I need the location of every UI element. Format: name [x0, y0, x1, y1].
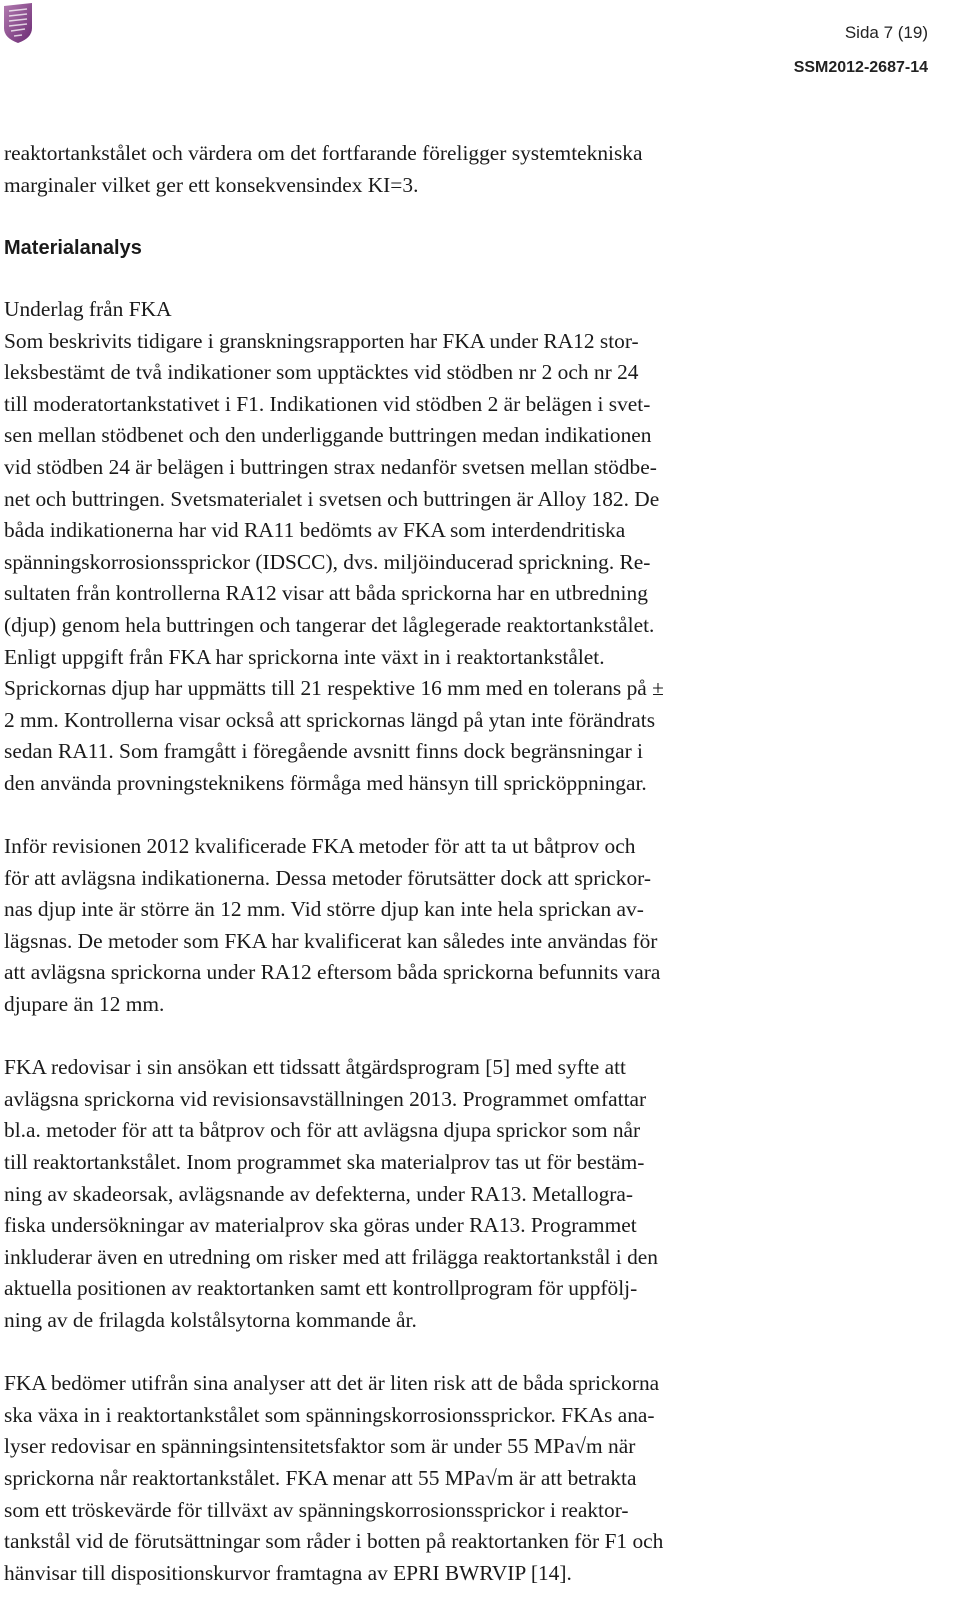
text-line: att avlägsna sprickorna under RA12 eftersom båda sprickorna befunnits vara — [4, 960, 661, 985]
text-line: lägsnas. De metoder som FKA har kvalificerat kan således inte användas för — [4, 928, 658, 953]
document-id: SSM2012-2687-14 — [793, 59, 928, 76]
text-line: FKA redovisar i sin ansökan ett tidssatt åtgärdsprogram [5] med syfte att — [4, 1055, 626, 1080]
text-line: för att avlägsna indikationerna. Dessa metoder förutsätter dock att sprickor- — [4, 865, 652, 890]
text-line: (djup) genom hela buttringen och tangerar det låglegerade reaktortankstålet. — [4, 612, 655, 637]
page-number: Sida 7 (19) — [844, 23, 928, 42]
text-line: sen mellan stödbenet och den underliggande buttringen medan indikationen — [4, 423, 652, 448]
text-line: hänvisar till dispositionskurvor framtagna av EPRI BWRVIP [14]. — [4, 1560, 572, 1585]
section-title: Materialanalys — [4, 236, 142, 259]
text-line: bl.a. metoder för att ta båtprov och för att avlägsna djupa sprickor som når — [4, 1118, 641, 1143]
text-line: ning av de frilagda kolstålsytorna kommande år. — [4, 1307, 417, 1332]
text-line: sprickorna når reaktortankstålet. FKA menar att 55 MPa√m är att betrakta — [4, 1465, 637, 1490]
text-line: sultaten från kontrollerna RA12 visar att båda sprickorna har en utbredning — [4, 581, 648, 606]
paragraph-atgardsprogram — [4, 1052, 909, 1336]
page-header — [794, 22, 928, 79]
text-line: Sprickornas djup har uppmätts till 21 respektive 16 mm med en tolerans på ± — [4, 676, 664, 701]
document-body — [4, 138, 909, 1589]
paragraph-underlag — [4, 294, 909, 800]
text-line: spänningskorrosionssprickor (IDSCC), dvs. miljöinducerad sprickning. Re- — [4, 549, 651, 574]
subheading: Underlag från FKA — [4, 296, 172, 321]
paragraph-bedomning — [4, 1368, 909, 1589]
text-line: tankstål vid de förutsättningar som råder i botten på reaktortanken för F1 och — [4, 1529, 664, 1554]
text-line: leksbestämt de två indikationer som upptäcktes vid stödben nr 2 och nr 24 — [4, 360, 639, 385]
paragraph-revision-2012 — [4, 831, 909, 1021]
text-line: djupare än 12 mm. — [4, 992, 165, 1017]
intro-paragraph — [4, 138, 909, 201]
text-line: ning av skadeorsak, avlägsnande av defekterna, under RA13. Metallogra- — [4, 1181, 634, 1206]
text-line: net och buttringen. Svetsmaterialet i svetsen och buttringen är Alloy 182. De — [4, 486, 660, 511]
text-line: nas djup inte är större än 12 mm. Vid större djup kan inte hela sprickan av- — [4, 897, 644, 922]
text-line: båda indikationerna har vid RA11 bedömts av FKA som interdendritiska — [4, 518, 626, 543]
text-line: lyser redovisar en spänningsintensitetsfaktor som är under 55 MPa√m när — [4, 1434, 636, 1459]
text-line: Som beskrivits tidigare i granskningsrapporten har FKA under RA12 stor- — [4, 328, 639, 353]
text-line: inkluderar även en utredning om risker med att frilägga reaktortankstål i den — [4, 1244, 658, 1269]
text-line: Inför revisionen 2012 kvalificerade FKA metoder för att ta ut båtprov och — [4, 834, 636, 859]
text-line: Enligt uppgift från FKA har sprickorna inte växt in i reaktortankstålet. — [4, 644, 605, 669]
text-line: marginaler vilket ger ett konsekvensindex KI=3. — [4, 172, 419, 197]
text-line: till moderatortankstativet i F1. Indikationen vid stödben 2 är belägen i svet- — [4, 391, 651, 416]
text-line: till reaktortankstålet. Inom programmet ska materialprov tas ut för bestäm- — [4, 1150, 645, 1174]
text-line: sedan RA11. Som framgått i föregående avsnitt finns dock begränsningar i — [4, 739, 643, 764]
text-line: som ett tröskevärde för tillväxt av spänningskorrosionssprickor i reaktor- — [4, 1497, 629, 1522]
text-line: ska växa in i reaktortankstålet som spänningskorrosionssprickor. FKAs ana- — [4, 1402, 655, 1427]
ssm-logo — [2, 2, 36, 44]
text-line: fiska undersökningar av materialprov ska göras under RA13. Programmet — [4, 1213, 637, 1238]
text-line: vid stödben 24 är belägen i buttringen strax nedanför svetsen mellan stödbe- — [4, 454, 657, 479]
text-line: den använda provningsteknikens förmåga med hänsyn till spricköppningar. — [4, 770, 647, 795]
text-line: aktuella positionen av reaktortanken samt ett kontrollprogram för uppfölj- — [4, 1276, 638, 1301]
text-line: 2 mm. Kontrollerna visar också att sprickornas längd på ytan inte förändrats — [4, 707, 656, 732]
text-line: FKA bedömer utifrån sina analyser att det är liten risk att de båda sprickorna — [4, 1371, 660, 1396]
text-line: reaktortankstålet och värdera om det fortfarande föreligger systemtekniska — [4, 141, 643, 165]
text-line: avlägsna sprickorna vid revisionsavställningen 2013. Programmet omfattar — [4, 1086, 647, 1111]
